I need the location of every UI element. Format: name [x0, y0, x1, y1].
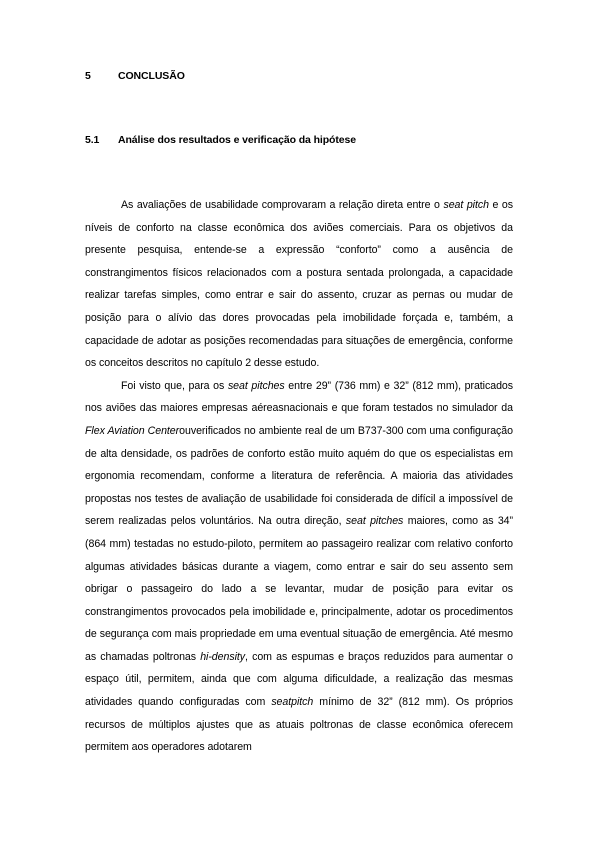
section-number: 5	[85, 70, 91, 82]
paragraph-1-text: e os níveis de conforto na classe econômica dos aviões comerciais. Para os objetivos da presente pesquisa, entende-se a expressão “conforto” como a ausência de constrangimentos físicos relacionados com a postura sentada prolongada, a capacidade realizar tarefas simples, como entrar e sair do assento, cruzar as pernas ou mudar de posição para o alívio das dores provocadas pela imobilidade forçada e, também, a capacidade de adotar as posições recomendadas para situações de emergência, conforme os conceitos descritos no capítulo 2 desse estudo.	[85, 199, 514, 370]
subsection-title: Análise dos resultados e verificação da hipótese	[118, 134, 356, 146]
paragraph-2-text: ouverificados no ambiente real de um B737-300 com uma configuração de alta densidade, os padrões de conforto estão muito aquém do que os especialistas em ergonomia recomendam, conforme a literatura de referência. A maioria das atividades propostas nos testes de avaliação de usabilidade foi considerada de difícil a impossível de serem realizadas pelos voluntários. Na outra direção,	[85, 424, 513, 528]
paragraph-2-text: mínimo de 32” (812 mm). Os próprios recursos de múltiplos ajustes que as atuais poltronas de classe econômica oferecem permitem aos operadores adotarem	[85, 696, 513, 754]
paragraph-2-text: maiores, como as 34” (864 mm) testadas no estudo-piloto, permitem ao passageiro realizar com relativo conforto algumas atividades básicas durante a viagem, como entrar e sair do seu assento sem obrigar o passageiro do lado a se levantar, mudar de posição para evitar os constrangimentos provocados pela imobilidade e, principalmente, adotar os procedimentos de segurança com mais propriedade em uma eventual situação de emergência. Até mesmo as chamadas poltronas	[85, 515, 513, 663]
section-heading	[85, 70, 185, 82]
body-text	[85, 194, 513, 759]
section-title: CONCLUSÃO	[118, 70, 185, 82]
paragraph-2-italic: seat pitches	[227, 379, 285, 392]
paragraph-2-italic: Flex Aviation Center	[85, 424, 180, 437]
paragraph-1-text: As avaliações de usabilidade comprovaram a relação direta entre o	[121, 199, 444, 211]
paragraph-1	[85, 194, 513, 375]
paragraph-2	[85, 375, 513, 759]
paragraph-2-italic: hi-density	[200, 650, 246, 663]
subsection-number: 5.1	[85, 134, 100, 146]
paragraph-1-italic: seat pitch	[443, 199, 489, 211]
paragraph-2-italic: seat pitches	[345, 515, 404, 528]
subsection-heading	[85, 134, 356, 146]
paragraph-2-text: Foi visto que, para os	[121, 379, 228, 392]
paragraph-2-text: entre 29” (736 mm) e 32” (812 mm), praticados nos aviões das maiores empresas aéreasnacionais e que foram testados no simulador da	[85, 379, 514, 415]
paragraph-2-text: , com as espumas e braços reduzidos para aumentar o espaço útil, permitem, ainda que com alguma dificuldade, a realização das mesmas atividades quando configuradas com	[85, 650, 513, 709]
paragraph-2-italic: seatpitch	[271, 696, 314, 709]
